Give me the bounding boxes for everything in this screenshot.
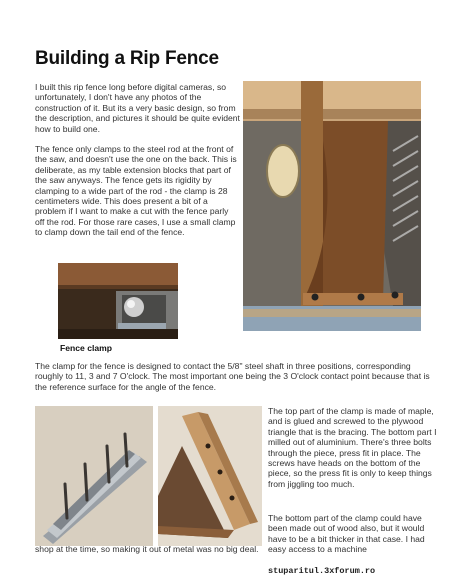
article-title: Building a Rip Fence: [35, 48, 219, 69]
clamp-construction-paragraph: The top part of the clamp is made of maple, and is glued and screwed to the plywood triangle that is the bracing. The bottom part I milled out of aluminium. There's three bolts through the piece, press fit in place. The screws have heads on the bottom of the piece, so the press fit is only to keep things from jiggling too much.: [268, 406, 437, 489]
clamp-description-paragraph: The fence only clamps to the steel rod at the front of the saw, and doesn't use the one on the back. This is deliberate, as my table extension blocks that part of the saw anyways. The fence gets its rigidity by clamping to a wide part of the rod - the clamp is 28 centimeters wide. This does present a bit of a problem if I want to make a cut with the fence parly off the rod. For those rare cases, I use a small clamp to clamp down the tail end of the fence.: [35, 144, 237, 238]
alternative-material-continued: shop at the time, so making it out of metal was no big deal.: [35, 544, 259, 554]
alternative-material-paragraph: The bottom part of the clamp could have been made out of wood also, but it would have to be a bit thicker in that case. I had easy access to a machine: [268, 513, 425, 555]
contact-points-paragraph: The clamp for the fence is designed to contact the 5/8" steel shaft in three positions, corresponding roughly to 11, 3 and 7 O'clock. The most important one being the 3 O'clock contact point because that is the reference surface for the angle of the fence.: [35, 361, 430, 392]
fence-clamp-photo: [58, 263, 178, 339]
table-saw-photo: [243, 81, 421, 331]
fence-clamp-caption: Fence clamp: [60, 343, 113, 353]
aluminium-clamp-photo: [35, 406, 153, 546]
maple-clamp-photo: [158, 406, 262, 546]
intro-paragraph: I built this rip fence long before digital cameras, so unfortunately, I don't have any photos of the construction of it. But its a very basic design, so from the description, and pictures it should be quite evident how to build one.: [35, 82, 240, 134]
watermark-text: stuparitul.3xforum.ro: [268, 566, 376, 576]
